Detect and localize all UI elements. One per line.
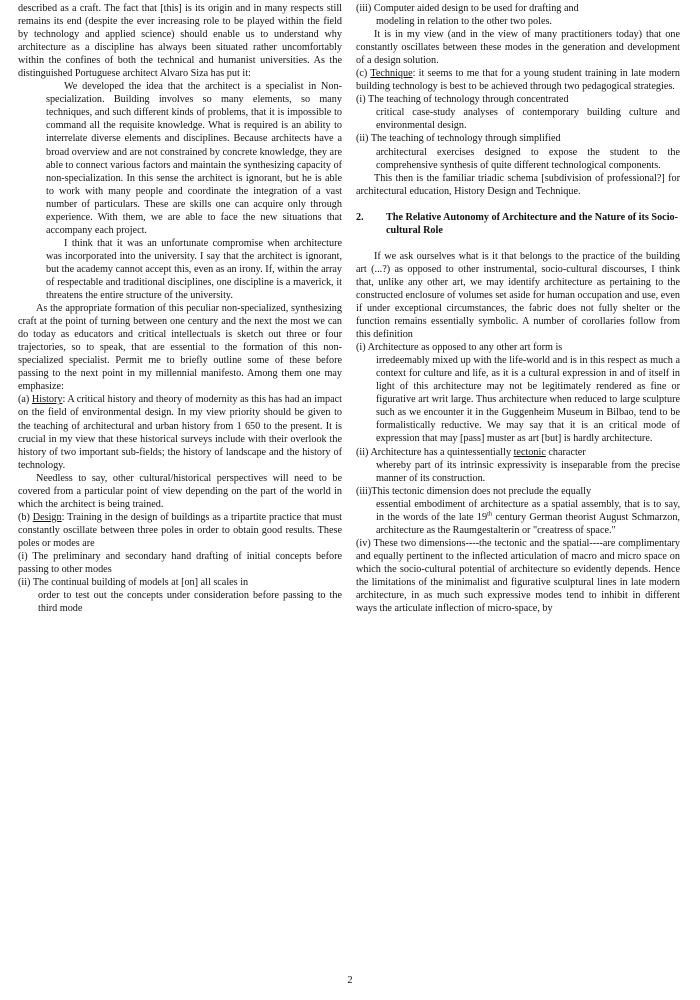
page-number: 2: [347, 975, 353, 986]
term-history: History: [31, 394, 63, 406]
list-item-continuation: architectural exercises designed to expose the student to the comprehensive synthesis of quite different technological components.: [376, 146, 680, 171]
spacer: [356, 198, 680, 211]
list-item: (ii) Architecture has a quintessentially tectonic character: [356, 446, 586, 458]
block-quote: We developed the idea that the architect is a specialist in Non-specialization. Building involves so many elements, so many techniques, and such different kinds of problems, that it is impossible to command all the requisite knowledge. What is required is an ability to interrelate diverse elements and disciplines. Because architects have a broad overview and are not constrained by concrete knowledge, they are able to connect various factors and maintain the synthesizing capacity of non-specialization. In this sense the architect is ignorant, but he is able to work with many people and coordinate the integration of a vast number of particulars. These are skills one can acquire only through experience. With them, we are able to face the new situations that accompany each project.: [46, 81, 342, 236]
list-item: (ii) The teaching of technology through simplified: [356, 133, 561, 145]
section-title: The Relative Autonomy of Architecture and the Nature of its Socio-cultural Role: [386, 211, 679, 236]
term-tectonic: tectonic: [513, 446, 546, 458]
list-item-continuation: order to test out the concepts under consideration before passing to the third mode: [38, 590, 342, 615]
term-technique: Technique: [370, 68, 413, 80]
block-quote: I think that it was an unfortunate compromise when architecture was incorporated into the university. I say that the architect is ignorant, but the academy cannot accept this, even as an irony. If, within the array of respectable and traditional disciplines, one discipline is a maverick, it threatens the entire structure of the university.: [46, 237, 342, 302]
section-b: (b) Design: Training in the design of buildings as a tripartite practice that must constantly oscillate between three poles in order to obtain good results. These poles or modes are: [18, 511, 342, 549]
paragraph: It is in my view (and in the view of many practitioners today) that one constantly oscillates between these modes in the generation and development of a design solution.: [356, 29, 680, 67]
section-c: (c) Technique: it seems to me that for a young student training in late modern building technology is best to be achieved through two pedagogical strategies.: [356, 68, 680, 93]
list-item-continuation: whereby part of its intrinsic expressivity is inseparable from the precise manner of its construction.: [376, 459, 680, 484]
list-item-continuation: modeling in relation to the other two poles.: [376, 16, 552, 28]
list-item: (i) Architecture as opposed to any other art form is: [356, 342, 563, 354]
list-item: (ii) The continual building of models at [on] all scales in: [18, 577, 249, 589]
superscript: th: [487, 510, 493, 518]
right-column: [356, 2, 680, 615]
section-a: (a) History: A critical history and theory of modernity as this has had an impact on the field of environmental design. In my view priority should be given to the teaching of architectural and urban history from 1 650 to the present. It is crucial in my view that these historical surveys include with their overlook the history of two important sub-fields; the history of landscape and the history of technology.: [18, 394, 342, 471]
section-number: 2.: [356, 211, 364, 223]
paragraph: described as a craft. The fact that [this] is its origin and in many respects still remains its end (despite the ever increasing role to be played within the field by technology and applied science) should enable us to understand why architecture as a discipline has always been situated rather uncomfortably within the confines of both the technical and humanist universities. As the distinguished Portuguese architect Alvaro Siza has put it:: [18, 3, 342, 80]
section-heading: [356, 211, 680, 237]
paragraph: If we ask ourselves what is it that belongs to the practice of the building art (...?) as opposed to other instrumental, socio-cultural discourses, I think that, unlike any other art, we may identify architecture as pertaining to the constructed enclosure of volumes set aside for human occupation and use, even if under exceptional circumstances, the fabric does not fully shelter or the function remains essentially symbolic. A number of corollaries follow from this definition: [356, 250, 680, 341]
list-item: (iii)This tectonic dimension does not preclude the equally: [356, 485, 592, 497]
list-item: (i) The preliminary and secondary hand drafting of initial concepts before passing to other modes: [18, 550, 342, 576]
paragraph: Needless to say, other cultural/historical perspectives will need to be covered from a particular point of view depending on the part of the world in which the architect is being trained.: [18, 472, 342, 510]
spacer: [356, 237, 680, 250]
paragraph: This then is the familiar triadic schema [subdivision of professional?] for architectural education, History Design and Technique.: [356, 172, 680, 197]
list-item-continuation: irredeemably mixed up with the life-world and is in this respect as much a context for culture and life, as it is a cultural expression in and of itself in light of this architecture may not be legitimately rendered as fine or figurative art writ large. Thus architecture when reduced to large sculpture such as we encounter it in the Guggenheim Museum in Bilbao, tend to be formalistically reductive. We may say that it is an critical mode of expression that may [pass] muster as art [but] is hardly architecture.: [376, 355, 680, 445]
list-item: (iii) Computer aided design to be used for drafting and: [356, 3, 579, 14]
list-item: (i) The teaching of technology through concentrated: [356, 94, 569, 106]
term-design: Design: [32, 511, 62, 523]
left-column: [18, 2, 342, 615]
paragraph: As the appropriate formation of this peculiar non-specialized, synthesizing craft at the point of turning between one century and the next the most we can do today as educators and critical intellectuals is sketch out three or four trajectories, so to speak, that are essential to the formation of this non-specialized specialist. Permit me to briefly outline some of these before passing to the next point in my millennial manifesto. Among them one may emphasize:: [18, 303, 342, 393]
list-item-continuation: essential embodiment of architecture as a spatial assembly, that is to say, in the words of the late 19th century German theorist August Schmarzon, architecture as the Raumgestalterin or "creatress of space.": [376, 498, 680, 536]
list-item-continuation: critical case-study analyses of contemporary building culture and environmental design.: [376, 107, 680, 132]
list-item: (iv) These two dimensions----the tectonic and the spatial----are complimentary and equally pertinent to the inflected articulation of macro and micro space on which the socio-cultural potential of architecture so evidently depends. Hence the limitations of the minimalist and figurative sculptural lines in late modern architecture, in as much such expressive modes tend to inhibit in different ways the articulate inflection of micro-space, by: [356, 537, 680, 615]
